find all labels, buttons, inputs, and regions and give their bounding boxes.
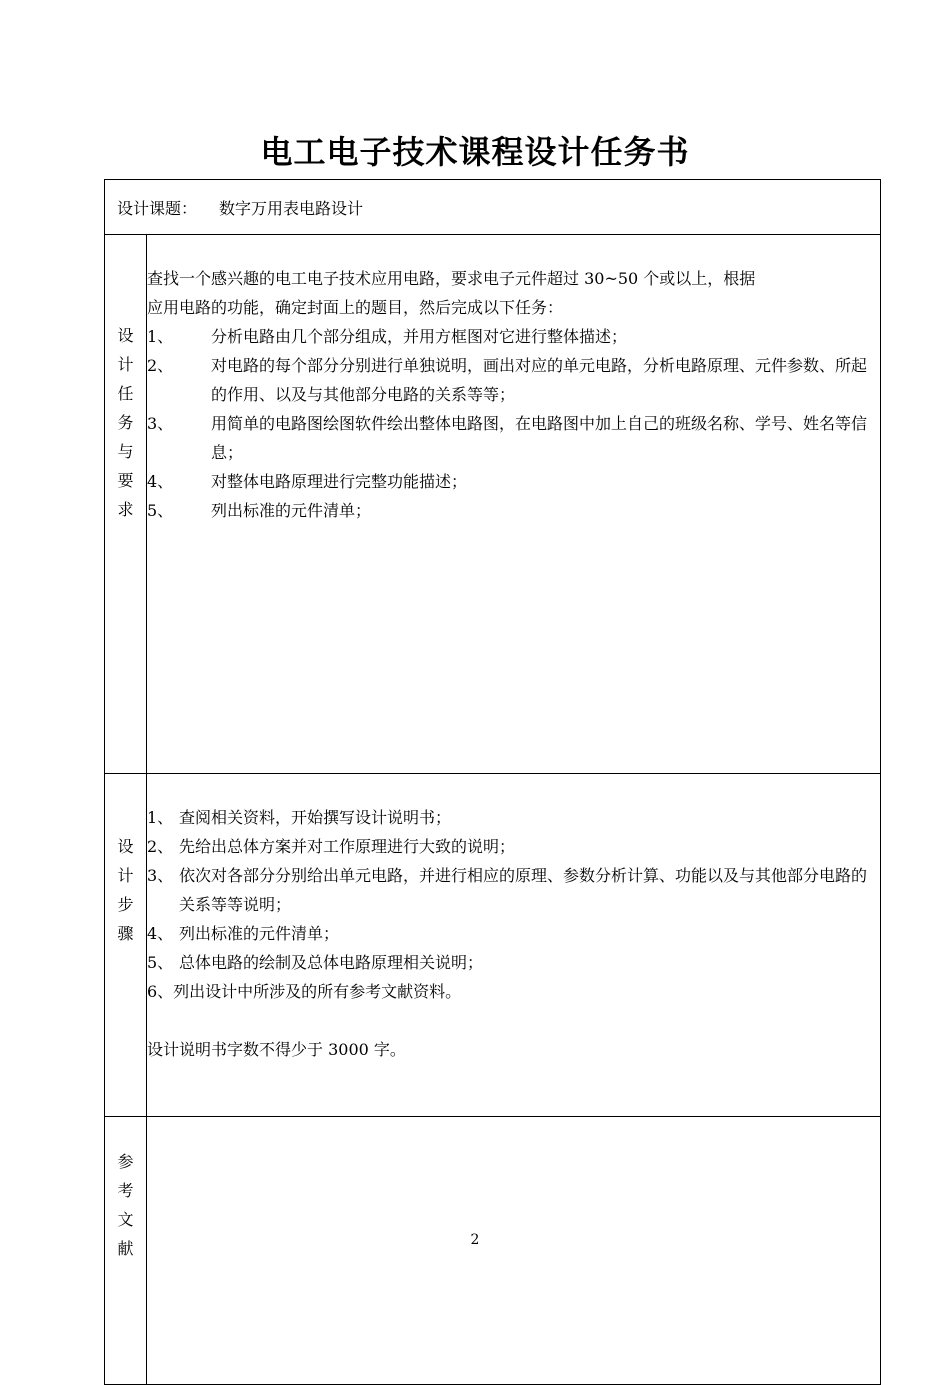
task-item — [147, 409, 880, 467]
task-form-table — [104, 179, 881, 1385]
steps-label-char: 步 — [117, 895, 134, 914]
step-item-6: 6、列出设计中所涉及的所有参考文献资料。 — [147, 982, 462, 1001]
tasks-label-char: 任 — [117, 384, 134, 403]
steps-content-cell — [147, 774, 881, 1117]
steps-label-cell — [105, 774, 147, 1117]
task-item — [147, 351, 880, 409]
tasks-label-char: 求 — [117, 500, 134, 519]
step-item-text: 总体电路的绘制及总体电路原理相关说明； — [179, 953, 484, 972]
task-item-number: 1、 — [147, 327, 174, 346]
tasks-label-char: 要 — [117, 471, 134, 490]
task-item-number: 2、 — [147, 356, 174, 375]
task-item-number: 3、 — [147, 414, 174, 433]
tasks-label-char: 与 — [117, 442, 134, 461]
references-content-cell — [147, 1117, 881, 1385]
topic-value: 数字万用表电路设计 — [219, 199, 364, 218]
step-item — [147, 861, 880, 919]
steps-label-char: 骤 — [117, 924, 134, 943]
word-count-note: 设计说明书字数不得少于 3000 字。 — [147, 1040, 406, 1059]
task-item-text: 用简单的电路图绘图软件绘出整体电路图，在电路图中加上自己的班级名称、学号、姓名等信息； — [211, 414, 868, 462]
step-item-text: 先给出总体方案并对工作原理进行大致的说明； — [179, 837, 516, 856]
steps-label-char: 设 — [117, 837, 134, 856]
tasks-row — [105, 235, 881, 774]
topic-row — [105, 180, 881, 235]
references-label-char: 献 — [117, 1239, 134, 1258]
references-label-char: 参 — [117, 1152, 134, 1171]
task-item-text: 对电路的每个部分分别进行单独说明，画出对应的单元电路，分析电路原理、元件参数、所起的作用、以及与其他部分电路的关系等等； — [211, 356, 868, 404]
task-item-number: 4、 — [147, 472, 174, 491]
step-item-number: 5、 — [147, 953, 174, 972]
tasks-label-char: 设 — [117, 326, 134, 345]
task-item-text: 对整体电路原理进行完整功能描述； — [211, 472, 468, 491]
tasks-intro-line: 查找一个感兴趣的电工电子技术应用电路，要求电子元件超过 30~50 个或以上，根据 — [147, 269, 756, 288]
task-item-number: 5、 — [147, 501, 174, 520]
tasks-label-char: 计 — [117, 355, 134, 374]
step-item-text: 依次对各部分分别给出单元电路，并进行相应的原理、参数分析计算、功能以及与其他部分电路的关系等等说明； — [179, 866, 868, 914]
references-label-cell — [105, 1117, 147, 1385]
topic-label: 设计课题： — [117, 199, 198, 218]
step-item-number: 2、 — [147, 837, 174, 856]
step-item-text: 列出标准的元件清单； — [179, 924, 340, 943]
step-item-number: 4、 — [147, 924, 174, 943]
step-item — [147, 948, 880, 977]
step-item — [147, 832, 880, 861]
tasks-content-cell — [147, 235, 881, 774]
task-item-text: 分析电路由几个部分组成，并用方框图对它进行整体描述； — [211, 327, 628, 346]
task-item — [147, 496, 880, 525]
task-item-text: 列出标准的元件清单； — [211, 501, 372, 520]
page-number: 2 — [470, 1232, 480, 1248]
step-item-number: 1、 — [147, 808, 174, 827]
task-item — [147, 322, 880, 351]
steps-label-char: 计 — [117, 866, 134, 885]
tasks-label-char: 务 — [117, 413, 134, 432]
step-item — [147, 803, 880, 832]
steps-row — [105, 774, 881, 1117]
step-item-text: 查阅相关资料，开始撰写设计说明书； — [179, 808, 452, 827]
step-item-number: 3、 — [147, 866, 174, 885]
topic-cell — [105, 180, 881, 235]
tasks-label-cell — [105, 235, 147, 774]
task-item — [147, 467, 880, 496]
references-row — [105, 1117, 881, 1385]
document-title: 电工电子技术课程设计任务书 — [260, 133, 690, 171]
references-label-char: 文 — [117, 1210, 134, 1229]
tasks-intro-line: 应用电路的功能，确定封面上的题目，然后完成以下任务： — [147, 298, 564, 317]
references-label-char: 考 — [117, 1181, 134, 1200]
step-item — [147, 919, 880, 948]
